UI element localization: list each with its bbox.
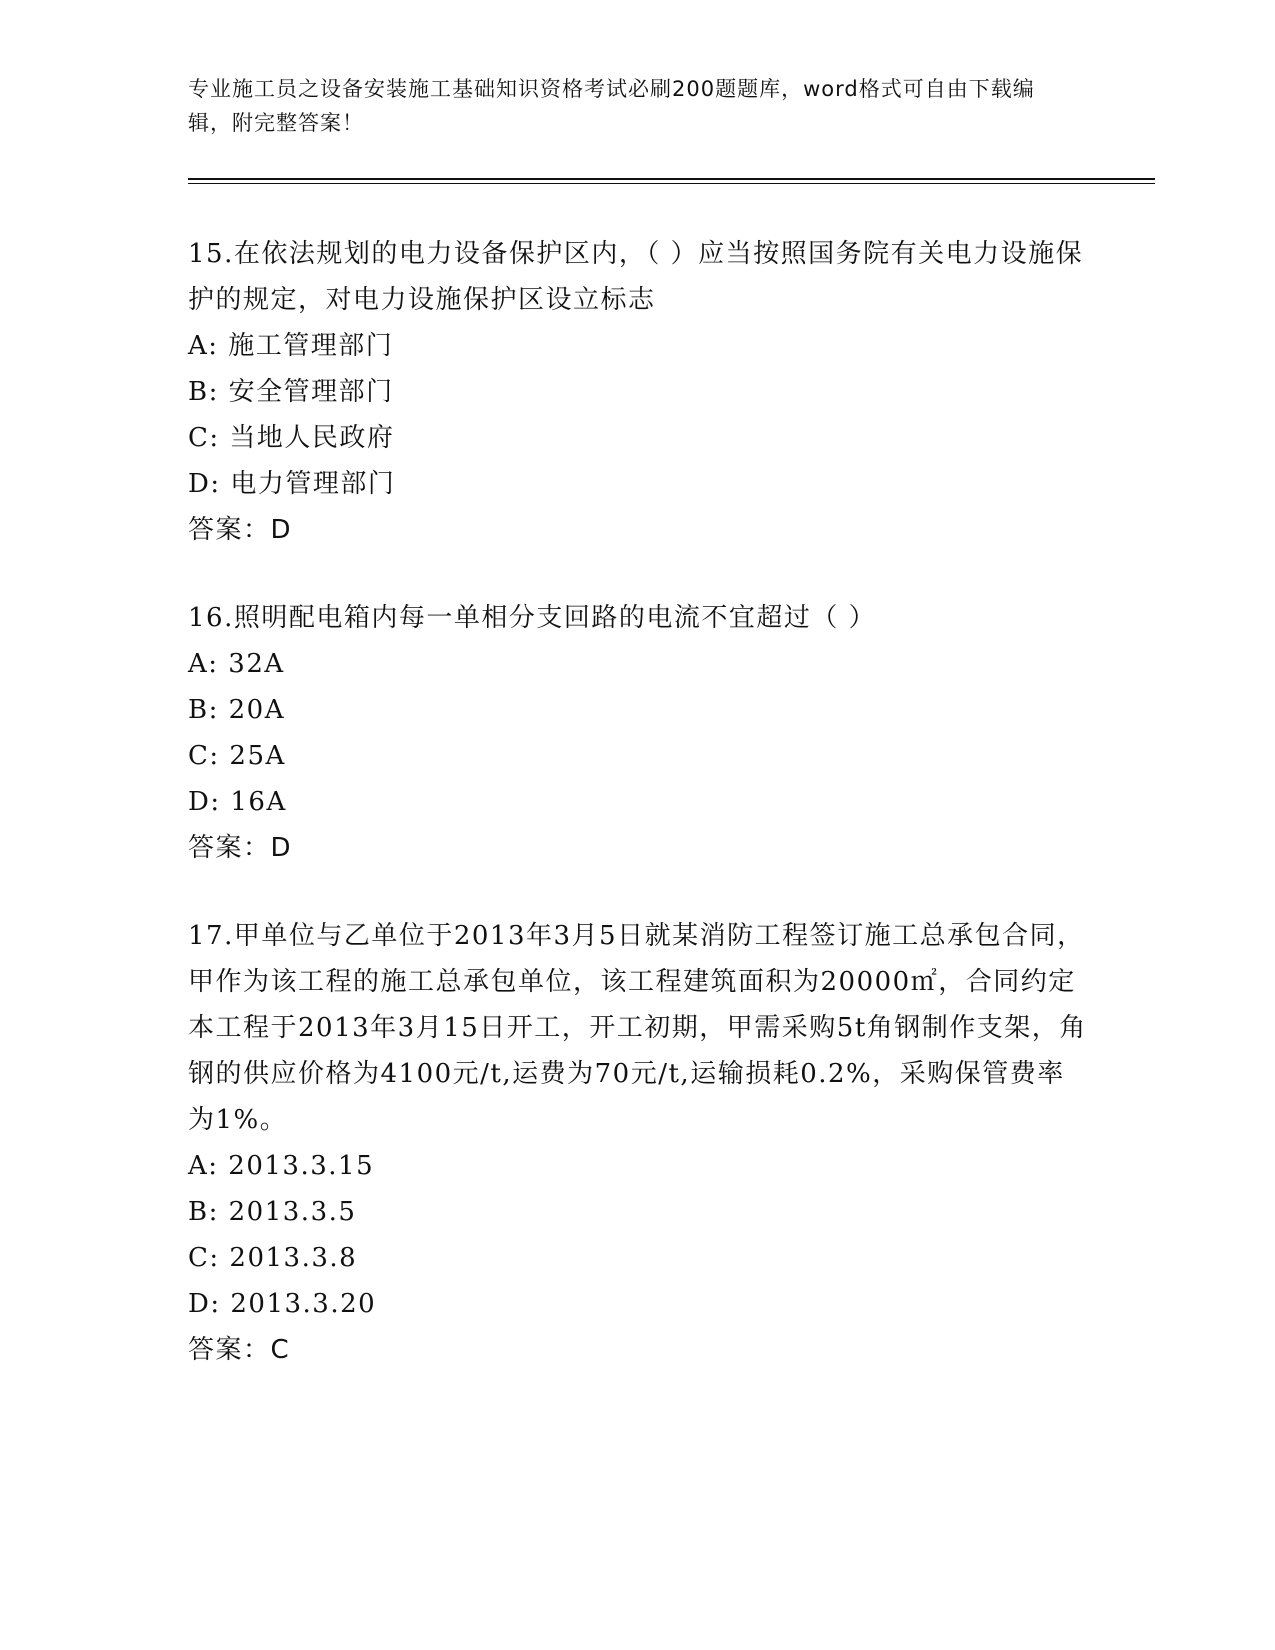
question-stem: 16.照明配电箱内每一单相分支回路的电流不宜超过（ ）	[188, 603, 877, 633]
option-c: C: 25A	[188, 741, 286, 771]
option-a: A: 施工管理部门	[188, 331, 394, 361]
question-stem: 17.甲单位与乙单位于2013年3月5日就某消防工程签订施工总承包合同，甲作为该工程的施工总承包单位，该工程建筑面积为20000㎡，合同约定本工程于2013年3月15日开工，开工初期，甲需采购5t角钢制作支架，角钢的供应价格为4100元/t,运费为70元/t,运输损耗0.2%，采购保管费率为1%。	[188, 921, 1087, 1135]
option-b: B: 20A	[188, 695, 285, 725]
question-15	[188, 231, 1088, 553]
option-d: D: 电力管理部门	[188, 469, 396, 499]
header-rule-thick	[188, 178, 1155, 180]
option-c: C: 当地人民政府	[188, 423, 395, 453]
question-17	[188, 913, 1088, 1373]
option-b: B: 安全管理部门	[188, 377, 394, 407]
option-b: B: 2013.3.5	[188, 1197, 357, 1227]
question-stem: 15.在依法规划的电力设备保护区内，（ ）应当按照国务院有关电力设施保护的规定，对电力设施保护区设立标志	[188, 239, 1084, 315]
document-header: 专业施工员之设备安装施工基础知识资格考试必刷200题题库，word格式可自由下载编辑，附完整答案！	[188, 77, 1035, 135]
option-d: D: 16A	[188, 787, 287, 817]
option-a: A: 32A	[188, 649, 285, 679]
question-16	[188, 595, 1088, 871]
option-d: D: 2013.3.20	[188, 1289, 377, 1319]
answer: 答案：D	[188, 833, 293, 863]
option-c: C: 2013.3.8	[188, 1243, 358, 1273]
questions-list	[188, 231, 1088, 1415]
answer: 答案：C	[188, 1335, 291, 1365]
answer: 答案：D	[188, 515, 293, 545]
header-rule-thin	[188, 183, 1155, 184]
option-a: A: 2013.3.15	[188, 1151, 375, 1181]
